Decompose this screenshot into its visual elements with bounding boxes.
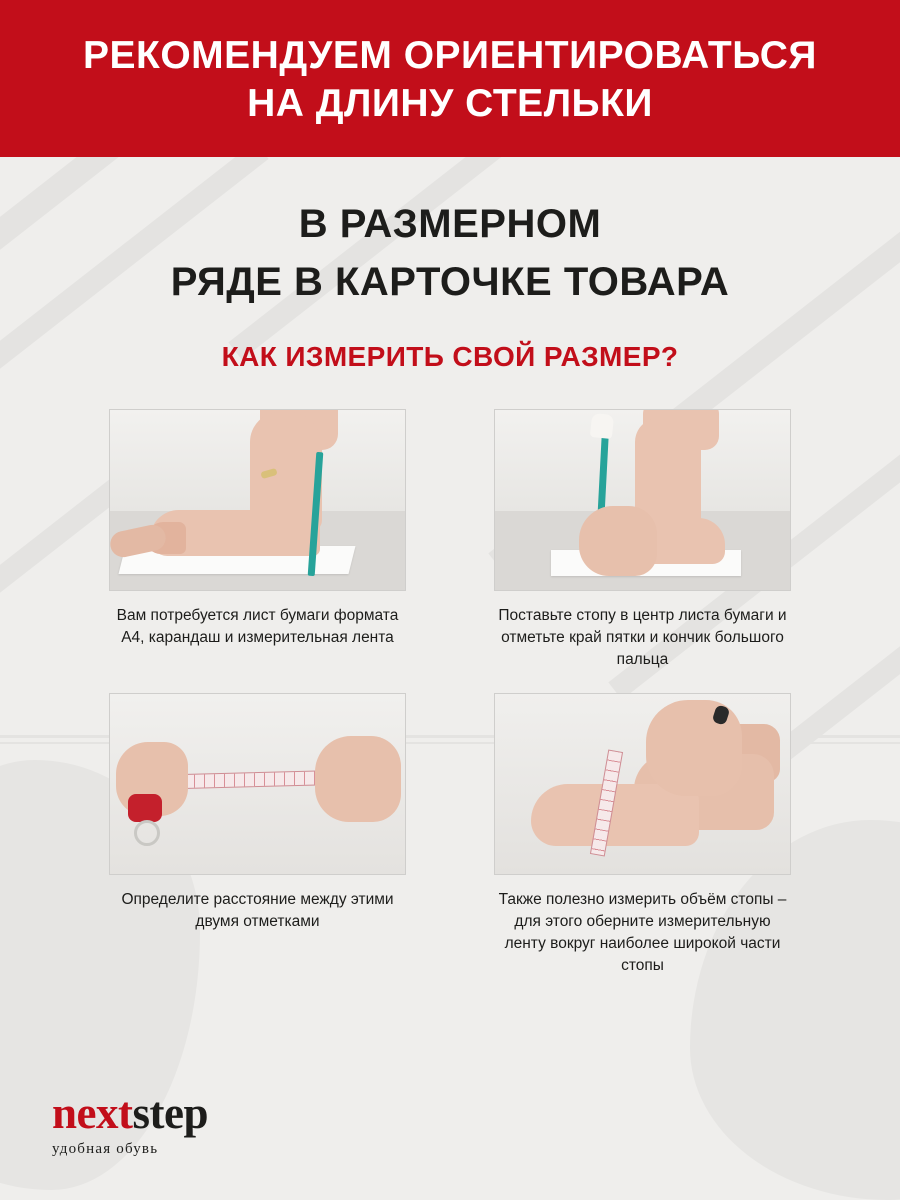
step-1 xyxy=(80,409,435,671)
photo-measuring-tape-distance xyxy=(109,693,406,875)
steps-grid xyxy=(80,409,820,977)
logo-next-text: next xyxy=(52,1088,133,1138)
subtitle-block xyxy=(0,195,900,311)
subtitle-line-2: РЯДЕ В КАРТОЧКЕ ТОВАРА xyxy=(170,260,730,305)
logo-wordmark xyxy=(52,1087,208,1139)
pencil-tip-shape xyxy=(590,413,614,439)
question-heading: КАК ИЗМЕРИТЬ СВОЙ РАЗМЕР? xyxy=(221,341,679,373)
photo-paper-pencil-foot xyxy=(109,409,406,591)
step-2 xyxy=(465,409,820,671)
tape-ring-shape xyxy=(134,820,160,846)
subtitle-line-1: В РАЗМЕРНОМ xyxy=(298,202,602,247)
hand-shape xyxy=(579,506,657,576)
step-caption: Вам потребуется лист бумаги формата А4, карандаш и измерительная лента xyxy=(116,607,399,647)
logo-step-text: step xyxy=(132,1088,208,1138)
logo-tagline: удобная обувь xyxy=(52,1141,159,1157)
photo-tape-around-foot xyxy=(494,693,791,875)
header-banner xyxy=(0,0,900,157)
tape-case-shape xyxy=(128,794,162,822)
header-line-1: РЕКОМЕНДУЕМ ОРИЕНТИРОВАТЬСЯ xyxy=(83,34,817,77)
step-4 xyxy=(465,693,820,977)
hand-right-shape xyxy=(315,736,401,822)
step-caption: Определите расстояние между этими двумя отметками xyxy=(121,891,394,931)
step-caption: Поставьте стопу в центр листа бумаги и отметьте край пятки и кончик большого пальца xyxy=(498,607,787,669)
brand-logo xyxy=(52,1087,208,1158)
step-3 xyxy=(80,693,435,977)
photo-foot-on-paper-marking xyxy=(494,409,791,591)
header-line-2: НА ДЛИНУ СТЕЛЬКИ xyxy=(247,81,653,125)
step-caption: Также полезно измерить объём стопы – для этого оберните измерительную ленту вокруг наиболее широкой части стопы xyxy=(498,891,787,975)
